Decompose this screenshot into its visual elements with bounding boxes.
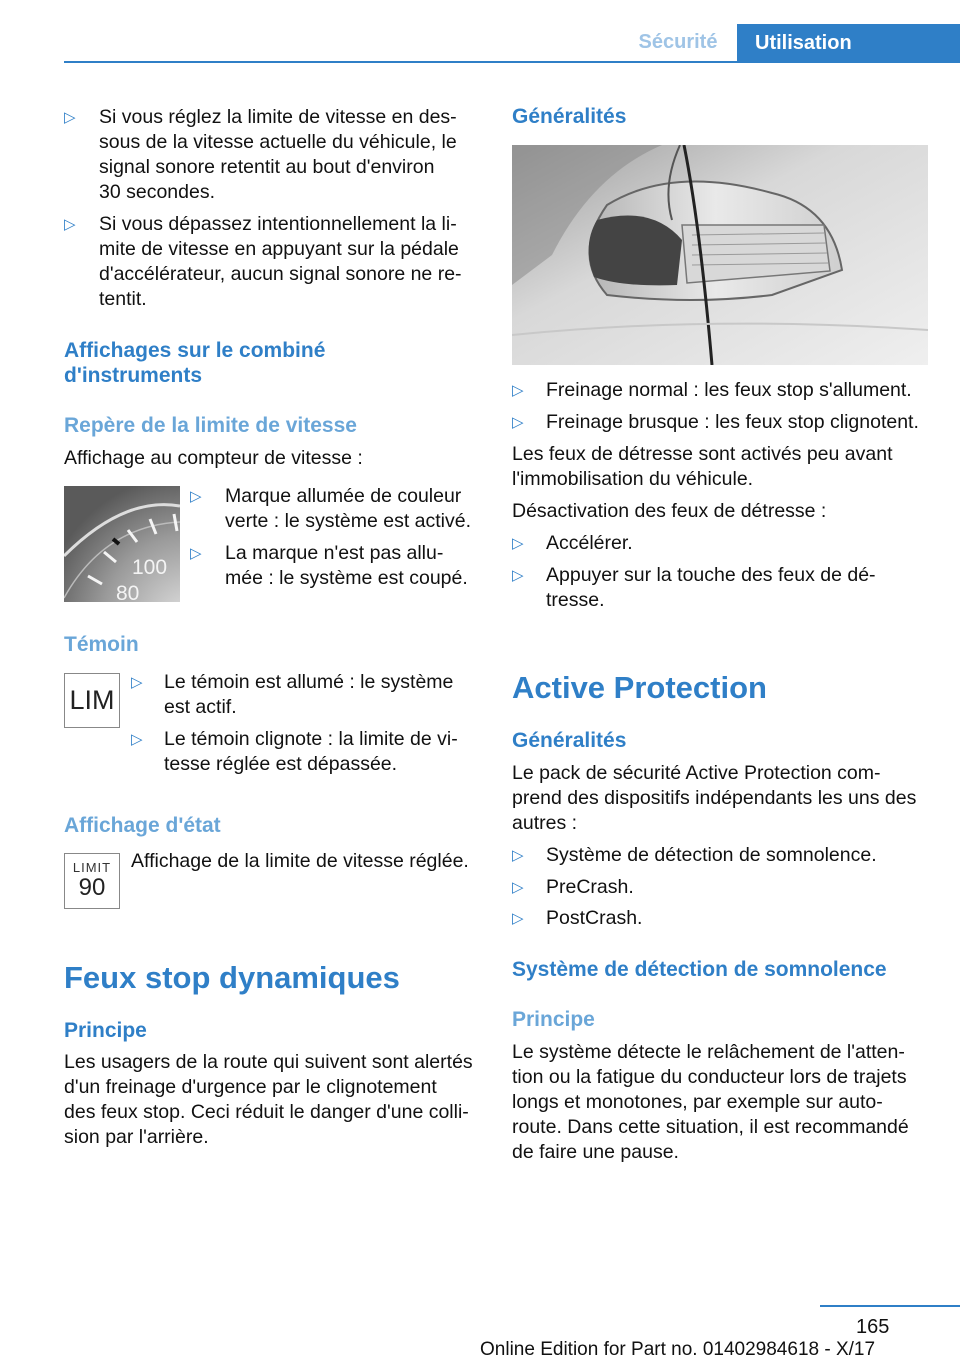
paragraph: Les usagers de la route qui suivent sont alertés d'un freinage d'urgence par le clignotement des feux stop. Ceci réduit le danger d'une colli- sion par l'arrière. (64, 1051, 473, 1148)
list-item: PostCrash. (546, 907, 643, 929)
bullet-triangle-icon: ▷ (131, 731, 143, 748)
heading-etat: Affichage d'état (64, 814, 221, 837)
bullet-triangle-icon: ▷ (512, 910, 524, 927)
bullet-triangle-icon: ▷ (512, 414, 524, 431)
bullet-triangle-icon: ▷ (512, 535, 524, 552)
lim-indicator-icon (64, 673, 120, 728)
list-item: Le témoin clignote : la limite de vi- tesse réglée est dépassée. (164, 728, 458, 775)
list-item: La marque n'est pas allu- mée : le système est coupé. (225, 542, 468, 589)
paragraph: Le pack de sécurité Active Protection com- prend des dispositifs indépendants les uns des autres : (512, 762, 917, 834)
tail-light-image (512, 145, 928, 365)
list-item: Le témoin est allumé : le système est actif. (164, 671, 454, 718)
heading-affichages: Affichages sur le combiné d'instruments (64, 339, 326, 387)
bullet-triangle-icon: ▷ (64, 216, 76, 233)
bullet-triangle-icon: ▷ (190, 488, 202, 505)
bullet-triangle-icon: ▷ (512, 382, 524, 399)
list-item: Si vous réglez la limite de vitesse en des- sous de la vitesse actuelle du véhicule, le signal sonore retentit au bout d'environ 30 secondes. (99, 106, 457, 203)
limit-icon-value: 90 (78, 874, 106, 901)
lim-icon-label: LIM (69, 685, 115, 715)
list-item: Accélérer. (546, 532, 633, 554)
list-item: Appuyer sur la touche des feux de dé- tresse. (546, 564, 876, 611)
bullet-triangle-icon: ▷ (64, 109, 76, 126)
speedo-label-100: 100 (132, 556, 168, 579)
footer-rule (820, 1305, 960, 1307)
bullet-triangle-icon: ▷ (190, 545, 202, 562)
limit-display-icon (64, 853, 120, 909)
heading-generalites-2: Généralités (512, 729, 627, 752)
bullet-triangle-icon: ▷ (131, 674, 143, 691)
heading-repere: Repère de la limite de vitesse (64, 414, 357, 437)
list-item: Si vous dépassez intentionnellement la li- mite de vitesse en appuyant sur la pédale d'accélérateur, aucun signal sonore ne re- tentit. (99, 213, 462, 310)
paragraph: Affichage de la limite de vitesse réglée. (131, 850, 469, 872)
list-item: Système de détection de somnolence. (546, 844, 877, 866)
edition-footer: Online Edition for Part no. 01402984618 - X/17 (480, 1339, 876, 1360)
paragraph: Affichage au compteur de vitesse : (64, 447, 363, 469)
list-item: Marque allumée de couleur verte : le système est activé. (225, 485, 472, 532)
paragraph: Le système détecte le relâchement de l'atten- tion ou la fatigue du conducteur lors de trajets longs et monotones, par exemple sur auto- route. Dans cette situation, il est recommandé de faire une pause. (512, 1041, 909, 1163)
limit-icon-label: LIMIT (72, 860, 112, 875)
list-item: PreCrash. (546, 876, 634, 898)
heading-feux-stop: Feux stop dynamiques (64, 960, 400, 995)
speedometer-image (64, 486, 180, 602)
heading-temoin: Témoin (64, 633, 139, 656)
speedo-label-80: 80 (116, 582, 140, 602)
heading-principe-2: Principe (512, 1008, 595, 1031)
heading-active-protection: Active Protection (512, 670, 767, 705)
tab-utilisation[interactable]: Utilisation (737, 24, 960, 63)
paragraph: Les feux de détresse sont activés peu avant l'immobilisation du véhicule. (512, 443, 893, 490)
list-item: Freinage brusque : les feux stop clignotent. (546, 411, 919, 433)
header-rule (64, 61, 960, 63)
bullet-triangle-icon: ▷ (512, 879, 524, 896)
heading-principe: Principe (64, 1019, 147, 1042)
bullet-triangle-icon: ▷ (512, 847, 524, 864)
bullet-triangle-icon: ▷ (512, 567, 524, 584)
paragraph: Désactivation des feux de détresse : (512, 500, 827, 522)
heading-somnolence: Système de détection de somnolence (512, 958, 887, 981)
heading-generalites: Généralités (512, 105, 627, 128)
tab-securite[interactable]: Sécurité (638, 31, 718, 53)
page-number: 165 (856, 1316, 890, 1338)
list-item: Freinage normal : les feux stop s'allument. (546, 379, 912, 401)
